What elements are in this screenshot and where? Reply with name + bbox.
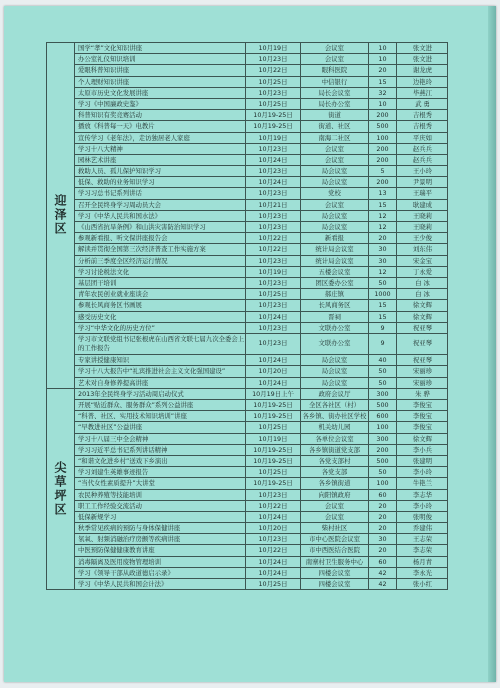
participant-count-cell: 42 — [369, 579, 397, 589]
table-row — [75, 300, 448, 311]
location-cell: 各乡镇街道党支部 — [301, 445, 369, 455]
date-cell: 10月23日 — [246, 278, 301, 288]
location-cell: 郝庄镇 — [301, 289, 369, 299]
location-cell: 各乡镇街道 — [301, 478, 369, 488]
table-row — [75, 155, 448, 166]
activity-topic-cell: 学习讨论税法文化 — [75, 267, 246, 277]
date-cell: 10月22日 — [246, 244, 301, 254]
location-cell: 四楼会议室 — [301, 568, 369, 578]
activity-topic-cell: 《山西省抗旱条例》和山洪灾害防治知识学习 — [75, 222, 246, 232]
participant-count-cell: 100 — [369, 133, 397, 143]
date-cell: 10月23日 — [246, 144, 301, 154]
activity-topic-cell: 分析前三季度全区经济运行情况 — [75, 256, 246, 266]
date-cell: 10月19日 — [246, 434, 301, 444]
contact-person-cell: 王晓莉 — [412, 211, 433, 220]
location-cell: 晋祠 — [301, 312, 369, 322]
participant-count-cell: 60 — [369, 557, 397, 567]
table-row — [75, 267, 448, 278]
activity-topic-cell: 学习习总书记系列讲话 — [75, 188, 246, 198]
activity-topic-cell: 中医预防保健健康教育讲座 — [75, 545, 246, 555]
table-row — [75, 445, 448, 456]
location-cell: 局会议室 — [301, 166, 369, 176]
date-cell: 10月19-25日 — [246, 456, 301, 466]
date-cell: 10月24日 — [246, 312, 301, 322]
participant-count-cell: 30 — [369, 244, 397, 254]
contact-person-cell: 祝亚琴 — [412, 339, 433, 348]
participant-count-cell: 5 — [369, 166, 397, 176]
activity-topic-cell: 学习《领导干部从政道德启示录》 — [75, 568, 246, 578]
location-cell: 局长会议室 — [301, 88, 369, 98]
contact-person-cell: 刘东伟 — [412, 245, 433, 254]
contact-person-cell: 徐文辉 — [412, 312, 433, 321]
location-cell: 局会议室 — [301, 366, 369, 376]
table-row — [75, 200, 448, 211]
contact-person-cell: 张小红 — [412, 580, 433, 589]
activity-topic-cell: 职工工作经验交流活动 — [75, 501, 246, 511]
activity-topic-cell: 艺术对自身修养提高讲座 — [75, 378, 246, 388]
date-cell: 10月23日 — [246, 166, 301, 176]
contact-person-cell: 张明俊 — [412, 512, 433, 521]
location-cell: 局长办公室 — [301, 99, 369, 109]
table-row — [75, 366, 448, 377]
activity-topic-cell: 学习刘建生英雄事迹报告 — [75, 467, 246, 477]
location-cell: 会议室 — [301, 512, 369, 522]
contact-person-cell: 赵兵兵 — [412, 155, 433, 164]
date-cell: 10月24日 — [246, 568, 301, 578]
activity-topic-cell: 学习十八大报告中“礼宾推进社会主义文化强国建设” — [75, 366, 246, 376]
date-cell: 10月19-25日 — [246, 110, 301, 120]
table-row — [75, 65, 448, 76]
district-cell — [47, 389, 75, 589]
table-row — [75, 312, 448, 323]
contact-person-cell: 王志荣 — [412, 535, 433, 544]
table-row — [75, 456, 448, 467]
activity-topic-cell: 专家讲授健康知识 — [75, 355, 246, 365]
activity-topic-cell: 秋季常见疾病的预防与身体保健讲座 — [75, 523, 246, 533]
activity-topic-cell: 基层团干培训 — [75, 278, 246, 288]
table-row — [75, 378, 448, 388]
district-rows — [75, 389, 448, 589]
date-cell: 10月25日 — [246, 77, 301, 87]
date-cell: 10月19-25日 — [246, 411, 301, 421]
table-row — [75, 166, 448, 177]
participant-count-cell: 600 — [369, 411, 397, 421]
date-cell: 10月22日 — [246, 233, 301, 243]
participant-count-cell: 1000 — [369, 289, 397, 299]
participant-count-cell: 12 — [369, 267, 397, 277]
location-cell: 街道 — [301, 110, 369, 120]
activity-topic-cell: 参观长风商务区书画展 — [75, 300, 246, 310]
location-cell: 南海二社区 — [301, 133, 369, 143]
activity-topic-cell: “和谐文化进乡村”送戏下乡演出 — [75, 456, 246, 466]
activity-topic-cell: 学习《中华人民共和国水法》 — [75, 211, 246, 221]
contact-person-cell: 张文进 — [412, 44, 433, 52]
participant-count-cell: 200 — [369, 144, 397, 154]
activity-topic-cell: 救助人员、孤儿保护知识学习 — [75, 166, 246, 176]
contact-person-cell: 祝亚琴 — [412, 323, 433, 332]
table-row — [75, 400, 448, 411]
contact-person-cell: 王小玲 — [412, 167, 433, 176]
location-cell: 党校 — [301, 188, 369, 198]
activity-topic-cell: “当代女性素质提升”大讲堂 — [75, 478, 246, 488]
activity-topic-cell: 参观新看报、听文保讲座报告会 — [75, 233, 246, 243]
table-row — [75, 434, 448, 445]
participant-count-cell: 500 — [369, 121, 397, 131]
date-cell: 10月23日 — [246, 334, 301, 354]
table-row — [75, 534, 448, 545]
location-cell: 统计局会议室 — [301, 244, 369, 254]
page-binding-edge — [488, 6, 496, 682]
date-cell: 10月23日 — [246, 54, 301, 64]
activity-topic-cell: 青年农民创业就业座谈会 — [75, 289, 246, 299]
date-cell: 10月19-25日 — [246, 121, 301, 131]
activity-topic-cell: 宣传学习《老年法》，走访独居老人家庭 — [75, 133, 246, 143]
participant-count-cell: 9 — [369, 323, 397, 333]
table-row — [75, 77, 448, 88]
table-row — [75, 334, 448, 355]
contact-person-cell: 王瑞平 — [412, 189, 433, 198]
location-cell: 会议室 — [301, 200, 369, 210]
contact-person-cell: 乔建伟 — [412, 524, 433, 533]
activity-topic-cell: 科普知识有奖竞赛活动 — [75, 110, 246, 120]
date-cell: 10月19日 — [246, 133, 301, 143]
district-rows — [75, 43, 448, 388]
activity-topic-cell: 国学“孝”文化知识讲座 — [75, 43, 246, 53]
date-cell: 10月20日 — [246, 366, 301, 376]
location-cell: 会议室 — [301, 144, 369, 154]
table-row — [75, 523, 448, 534]
activity-topic-cell: 2013年全民终身学习活动周启动仪式 — [75, 389, 246, 399]
contact-person-cell: 宋金宝 — [412, 256, 433, 265]
participant-count-cell: 500 — [369, 400, 397, 410]
table-row — [75, 54, 448, 65]
participant-count-cell: 500 — [369, 456, 397, 466]
table-row — [75, 512, 448, 523]
location-cell: 局会议室 — [301, 222, 369, 232]
activity-topic-cell: 消毒隔离及医用废物管理培训 — [75, 557, 246, 567]
table-row — [75, 545, 448, 556]
district-section — [47, 43, 447, 389]
table-row — [75, 501, 448, 512]
participant-count-cell: 50 — [369, 278, 397, 288]
date-cell: 10月22日 — [246, 501, 301, 511]
location-cell: 各乡镇、街办社区学校 — [301, 411, 369, 421]
date-cell: 10月23日 — [246, 323, 301, 333]
activity-topic-cell: 播放《科普每一天》电教片 — [75, 121, 246, 131]
contact-person-cell: 白 冰 — [415, 290, 430, 299]
location-cell: 四楼会议室 — [301, 579, 369, 589]
date-cell: 10月22日 — [246, 65, 301, 75]
location-cell: 会议室 — [301, 155, 369, 165]
district-cell — [47, 43, 75, 388]
participant-count-cell: 40 — [369, 355, 397, 365]
contact-person-cell: 朱 骅 — [415, 389, 430, 398]
location-cell: 南寨村卫生服务中心 — [301, 557, 369, 567]
activity-topic-cell: 学习十八大精神 — [75, 144, 246, 154]
table-row — [75, 222, 448, 233]
date-cell: 10月23日 — [246, 256, 301, 266]
date-cell: 10月25日 — [246, 467, 301, 477]
location-cell: 机关幼儿园 — [301, 422, 369, 432]
activity-topic-cell: 开展“贴近群众、服务群众”系列公益讲座 — [75, 400, 246, 410]
date-cell: 10月24日 — [246, 378, 301, 388]
table-row — [75, 411, 448, 422]
location-cell: 会议室 — [301, 54, 369, 64]
table-row — [75, 133, 448, 144]
table-row — [75, 278, 448, 289]
date-cell: 10月19日 — [246, 267, 301, 277]
participant-count-cell: 200 — [369, 445, 397, 455]
location-cell: 全区各社区（村） — [301, 400, 369, 410]
table-row — [75, 557, 448, 568]
table-row — [75, 110, 448, 121]
contact-person-cell: 边艳玲 — [412, 77, 433, 86]
contact-person-cell: 宋丽珍 — [412, 378, 433, 387]
table-row — [75, 579, 448, 589]
date-cell: 10月23日 — [246, 222, 301, 232]
participant-count-cell: 32 — [369, 88, 397, 98]
table-row — [75, 355, 448, 366]
date-cell: 10月25日 — [246, 422, 301, 432]
table-row — [75, 490, 448, 501]
participant-count-cell: 200 — [369, 177, 397, 187]
location-cell: 各党支部村 — [301, 456, 369, 466]
contact-person-cell: 尹景明 — [412, 178, 433, 187]
date-cell: 10月20日 — [246, 523, 301, 533]
participant-count-cell: 20 — [369, 233, 397, 243]
table-row — [75, 467, 448, 478]
participant-count-cell: 15 — [369, 200, 397, 210]
participant-count-cell: 10 — [369, 43, 397, 53]
contact-person-cell: 李俊宝 — [412, 412, 433, 421]
table-row — [75, 568, 448, 579]
date-cell: 10月23日 — [246, 211, 301, 221]
table-row — [75, 323, 448, 334]
location-cell: 统计局会议室 — [301, 256, 369, 266]
contact-person-cell: 杨月青 — [412, 557, 433, 566]
location-cell: 中信银行 — [301, 77, 369, 87]
contact-person-cell: 李小玲 — [412, 468, 433, 477]
contact-person-cell: 谢龙虎 — [412, 66, 433, 75]
activity-topic-cell: 办公室礼仪知识培训 — [75, 54, 246, 64]
date-cell: 10月19-25日 — [246, 445, 301, 455]
location-cell: 市中西医结合医院 — [301, 545, 369, 555]
contact-person-cell: 宋丽珍 — [412, 367, 433, 376]
location-cell: 各党支部 — [301, 467, 369, 477]
location-cell: 长风商务区 — [301, 300, 369, 310]
activity-topic-cell: 园林艺术讲座 — [75, 155, 246, 165]
activity-topic-cell: 学习十八届三中全会精神 — [75, 434, 246, 444]
participant-count-cell: 20 — [369, 523, 397, 533]
location-cell: 各单位会议室 — [301, 434, 369, 444]
contact-person-cell: 李俊宝 — [412, 401, 433, 410]
participant-count-cell: 300 — [369, 434, 397, 444]
participant-count-cell: 10 — [369, 54, 397, 64]
date-cell: 10月24日 — [246, 155, 301, 165]
district-section — [47, 389, 447, 589]
activity-topic-cell: 学习“中华文化的历史方位” — [75, 323, 246, 333]
contact-person-cell: 李永光 — [412, 568, 433, 577]
contact-person-cell: 张建明 — [412, 456, 433, 465]
table-row — [75, 389, 448, 400]
date-cell: 10月21日 — [246, 200, 301, 210]
date-cell: 10月19日上午 — [246, 389, 301, 399]
date-cell: 10月24日 — [246, 177, 301, 187]
activity-topic-cell: 低保新规学习 — [75, 512, 246, 522]
location-cell: 新看报 — [301, 233, 369, 243]
location-cell: 局会议室 — [301, 211, 369, 221]
table-row — [75, 244, 448, 255]
table-row — [75, 88, 448, 99]
contact-person-cell: 王晓莉 — [412, 223, 433, 231]
activity-topic-cell: “科普、社区、实用技术知识培训”讲座 — [75, 411, 246, 421]
date-cell: 10月19日 — [246, 43, 301, 53]
participant-count-cell: 50 — [369, 366, 397, 376]
participant-count-cell: 20 — [369, 512, 397, 522]
contact-person-cell: 武 勇 — [415, 99, 430, 108]
activity-topic-cell: 个人理财知识讲座 — [75, 77, 246, 87]
table-row — [75, 144, 448, 155]
participant-count-cell: 15 — [369, 300, 397, 310]
table-row — [75, 478, 448, 489]
participant-count-cell: 200 — [369, 110, 397, 120]
date-cell: 10月25日 — [246, 289, 301, 299]
participant-count-cell: 30 — [369, 256, 397, 266]
contact-person-cell: 丁永爱 — [412, 267, 433, 276]
participant-count-cell: 15 — [369, 312, 397, 322]
table-row — [75, 422, 448, 433]
participant-count-cell: 100 — [369, 422, 397, 432]
location-cell: 街道、社区 — [301, 121, 369, 131]
participant-count-cell: 50 — [369, 378, 397, 388]
date-cell: 10月23日 — [246, 534, 301, 544]
table-row — [75, 188, 448, 199]
contact-person-cell: 王少俊 — [412, 234, 433, 243]
participant-count-cell: 12 — [369, 222, 397, 232]
contact-person-cell: 李小玲 — [412, 501, 433, 510]
activity-topic-cell: “早教进社区”公益讲座 — [75, 422, 246, 432]
contact-person-cell: 平庆如 — [412, 133, 433, 142]
contact-person-cell: 赵兵兵 — [412, 144, 433, 153]
district-label: 迎泽区 — [53, 194, 67, 237]
participant-count-cell: 9 — [369, 334, 397, 354]
date-cell: 10月24日 — [246, 557, 301, 567]
date-cell: 10月23日 — [246, 188, 301, 198]
activity-topic-cell: 学习市文联党组书记张根虎在山西省文联七届九次全委会上的工作报告 — [75, 334, 246, 354]
location-cell: 团区委办公室 — [301, 278, 369, 288]
date-cell: 10月19-25日 — [246, 400, 301, 410]
date-cell: 10月23日 — [246, 300, 301, 310]
location-cell: 向阳镇政府 — [301, 490, 369, 500]
table-row — [75, 211, 448, 222]
activity-topic-cell: 太原市历史文化发展讲座 — [75, 88, 246, 98]
contact-person-cell: 李志荣 — [412, 546, 433, 555]
activity-topic-cell: 解读并贯彻全国第三次经济普查工作实施方案 — [75, 244, 246, 254]
activity-topic-cell: 召开全民终身学习周动员大会 — [75, 200, 246, 210]
district-label: 尖草坪区 — [53, 461, 67, 518]
contact-person-cell: 徐文辉 — [412, 434, 433, 443]
date-cell: 10月23日 — [246, 490, 301, 500]
date-cell: 10月25日 — [246, 579, 301, 589]
activity-topic-cell: 氡氧、射频消融治疗房颤等疾病讲座 — [75, 534, 246, 544]
participant-count-cell: 50 — [369, 467, 397, 477]
location-cell: 会议室 — [301, 501, 369, 511]
contact-person-cell: 张文进 — [412, 55, 433, 64]
document-page — [4, 6, 496, 682]
date-cell: 10月24日 — [246, 355, 301, 365]
location-cell: 局会议室 — [301, 378, 369, 388]
contact-person-cell: 李志华 — [412, 490, 433, 499]
participant-count-cell: 15 — [369, 77, 397, 87]
activity-topic-cell: 爱眼科普知识讲座 — [75, 65, 246, 75]
participant-count-cell: 100 — [369, 478, 397, 488]
table-row — [75, 121, 448, 132]
date-cell: 10月23日 — [246, 88, 301, 98]
table-row — [75, 289, 448, 300]
participant-count-cell: 12 — [369, 211, 397, 221]
location-cell: 会议室 — [301, 43, 369, 53]
location-cell: 市中心医院会议室 — [301, 534, 369, 544]
contact-person-cell: 吉根秀 — [412, 122, 433, 131]
table-row — [75, 256, 448, 267]
activity-topic-cell: 农民种养殖等技能培训 — [75, 490, 246, 500]
participant-count-cell: 60 — [369, 490, 397, 500]
activity-topic-cell: 学习《中国廉政史鉴》 — [75, 99, 246, 109]
activity-topic-cell: 低保、救助的业务知识学习 — [75, 177, 246, 187]
participant-count-cell: 30 — [369, 534, 397, 544]
location-cell: 眼科医院 — [301, 65, 369, 75]
contact-person-cell: 白 冰 — [415, 278, 430, 287]
contact-person-cell: 李俊宝 — [412, 423, 433, 432]
activity-topic-cell: 学习《中华人民共和国会计法》 — [75, 579, 246, 589]
contact-person-cell: 吉根秀 — [412, 111, 433, 120]
location-cell: 局会议室 — [301, 177, 369, 187]
participant-count-cell: 10 — [369, 99, 397, 109]
contact-person-cell: 毕燕江 — [412, 88, 433, 97]
table-row — [75, 99, 448, 110]
location-cell: 五楼会议室 — [301, 267, 369, 277]
location-cell: 文联办公室 — [301, 323, 369, 333]
date-cell: 10月25日 — [246, 99, 301, 109]
contact-person-cell: 祝亚琴 — [412, 356, 433, 365]
participant-count-cell: 20 — [369, 545, 397, 555]
location-cell: 柴村社区 — [301, 523, 369, 533]
contact-person-cell: 李小兵 — [412, 445, 433, 454]
date-cell: 10月19-25日 — [246, 478, 301, 488]
table-row — [75, 177, 448, 188]
participant-count-cell: 20 — [369, 65, 397, 75]
date-cell: 10月22日 — [246, 545, 301, 555]
participant-count-cell: 13 — [369, 188, 397, 198]
location-cell: 文联办公室 — [301, 334, 369, 354]
activity-schedule-table — [46, 42, 448, 590]
activity-topic-cell: 学习习近平总书记系列讲话精神 — [75, 445, 246, 455]
contact-person-cell: 耿建成 — [412, 200, 433, 209]
activity-topic-cell: 感受历史文化 — [75, 312, 246, 322]
date-cell: 10月24日 — [246, 512, 301, 522]
contact-person-cell: 徐文辉 — [412, 301, 433, 310]
participant-count-cell: 42 — [369, 568, 397, 578]
participant-count-cell: 200 — [369, 155, 397, 165]
table-row — [75, 43, 448, 54]
participant-count-cell: 300 — [369, 389, 397, 399]
contact-person-cell: 牛艳兰 — [412, 479, 433, 488]
table-row — [75, 233, 448, 244]
location-cell: 局会议室 — [301, 355, 369, 365]
location-cell: 政府会议厅 — [301, 389, 369, 399]
participant-count-cell: 20 — [369, 501, 397, 511]
